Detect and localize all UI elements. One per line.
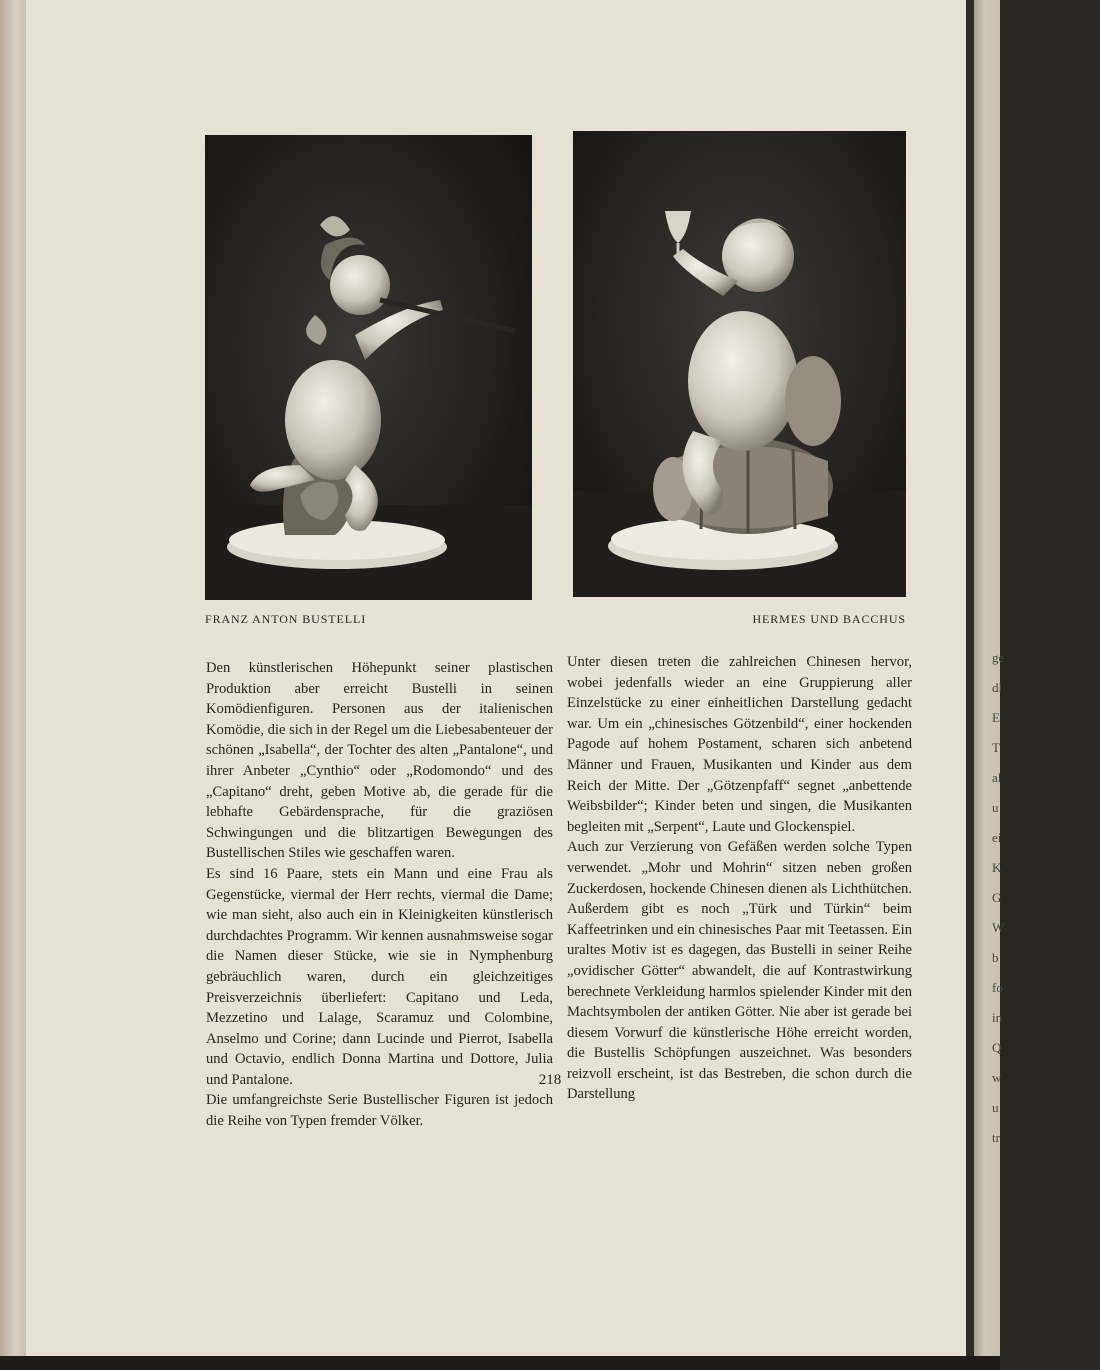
edge-fragment: fo [992, 980, 1003, 995]
edge-fragment: tr [992, 1130, 1000, 1145]
edge-fragment: b [992, 950, 999, 965]
edge-fragment: W [992, 920, 1005, 935]
caption-right: HERMES UND BACCHUS [752, 612, 906, 626]
edge-fragment: G [992, 890, 1002, 905]
text-column-left [206, 658, 553, 1132]
paragraph: Es sind 16 Paare, stets ein Mann und eine Frau als Gegenstücke, viermal der Herr rechts, viermal die Dame; wie man sieht, also auch ein in Kleinigkeiten künstlerisch durchdachtes Programm. Wir kennen ausnahmsweise sogar die Namen dieser Stücke, wie sie in Nymphenburg gebräuchlich waren, durch ein gleichzeitiges Preisverzeichnis überliefert: Capitano und Leda, Mezzetino und Lalage, Scaramuz und Colombine, Anselmo und Corine; dann Lucinde und Pierrot, Isabella und Octavio, endlich Donna Martina und Dottore, Julia und Pantalone. [206, 865, 553, 1088]
bacchus-putto-figure [573, 131, 906, 597]
scan-bottom-border [0, 1356, 1000, 1370]
edge-fragment: K [992, 860, 1002, 875]
text-column-right [567, 652, 912, 1105]
photo-flute-putto [205, 135, 532, 600]
edge-fragment: ei [992, 830, 1002, 845]
edge-fragment: u [992, 1100, 999, 1115]
paragraph: Die umfangreichste Serie Bustellischer Figuren ist jedoch die Reihe von Typen fremder Völker. [206, 1092, 553, 1130]
caption-left: FRANZ ANTON BUSTELLI [205, 612, 367, 626]
page-left-edge [0, 0, 26, 1366]
paragraph: Den künstlerischen Höhepunkt seiner plastischen Produktion aber erreicht Bustelli in seinen Komödienfiguren. Personen aus der italienischen Komödie, die sich in der Regel um die Liebesabenteuer der schönen „Isabella“, der Tochter des alten „Pantalone“, und ihrer Anbeter „Cynthio“ oder „Rodomondo“ und des „Capitano“ dreht, geben Motive ab, die gerade für die lebhafte Gebärdensprache, für die graziösen Schwingungen und die blitzartigen Bewegungen des Bustellischen Stiles wie geschaffen waren. [206, 660, 553, 862]
page-number: 218 [538, 1072, 562, 1088]
flute-putto-figure [205, 135, 532, 600]
edge-fragment: ge [992, 650, 1005, 665]
edge-fragment: w [992, 1070, 1002, 1085]
photo-bacchus-putto [573, 131, 906, 597]
paragraph: Unter diesen treten die zahlreichen Chinesen hervor, wobei jedenfalls wieder an eine Gruppierung aller Einzelstücke zu einer einheitlichen Darstellung gedacht war. Um ein „chinesisches Götzenbild“, einer hockenden Pagode auf hohem Postament, scharen sich anbetend Männer und Frauen, Musikanten und Kinder aus dem Reich der Mitte. Der „Götzenpfaff“ segnet „anbettende Weibsbilder“; Kinder beten und singen, die Musikanten begleiten mit „Serpent“, Laute und Glockenspiel. [567, 654, 912, 835]
edge-fragment: in [992, 1010, 1003, 1025]
edge-fragment: T [992, 740, 1000, 755]
edge-fragment: Q [992, 1040, 1002, 1055]
edge-fragment: dl [992, 680, 1003, 695]
edge-fragment: u [992, 800, 999, 815]
edge-fragment: E [992, 710, 1000, 725]
adjacent-page-edge [974, 0, 1005, 1370]
paragraph: Auch zur Verzierung von Gefäßen werden solche Typen verwendet. „Mohr und Mohrin“ sitzen neben großen Zuckerdosen, hockende Chinesen dienen als Lichthütchen. Außerdem gibt es noch „Türk und Türkin“ beim Kaffeetrinken und ein chinesisches Paar mit Teetassen. Ein uraltes Motiv ist es dagegen, das Bustelli in seiner Reihe „ovidischer Götter“ abwandelt, die auf Kontrastwirkung berechnete Verkleidung harmlos spielender Kinder mit den Machtsymbolen der antiken Götter. Nie aber ist gerade bei diesem Vorwurf die künstlerische Höhe erreicht worden, die Bustellis Schöpfungen auszeichnet. Was besonders reizvoll erscheint, ist das Bestreben, die schon durch die Darstellung [567, 839, 912, 1103]
edge-fragment: al [992, 770, 1002, 785]
